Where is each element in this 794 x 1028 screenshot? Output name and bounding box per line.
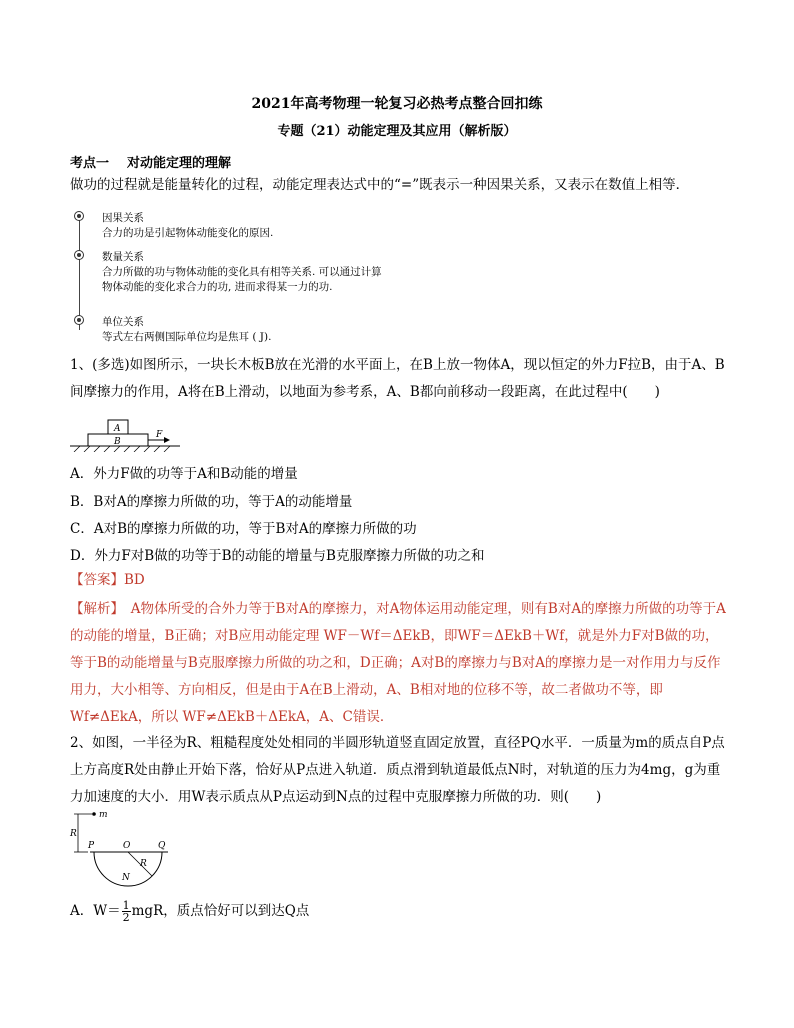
- section-heading: [70, 152, 231, 171]
- question-2-stem: 2、如图，一半径为R、粗糙程度处处相同的半圆形轨道竖直固定放置，直径PQ水平．一质量为m的质点自P点上方高度R处由静止开始下落，恰好从P点进入轨道．质点滑到轨道最低点N时，对轨道的压力为4mg，g为重力加速度的大小．用W表示质点从P点运动到N点的过程中克服摩擦力所做的功．则( ): [70, 735, 725, 805]
- bullet-icon: [74, 315, 84, 325]
- page-title: 2021年高考物理一轮复习必热考点整合回扣练: [251, 96, 543, 112]
- label-m: m: [99, 810, 108, 820]
- label-p: P: [88, 841, 95, 851]
- fraction-one-half: [122, 900, 131, 923]
- arrow-head-icon: [164, 437, 170, 443]
- block-diagram: [70, 412, 180, 452]
- intro-paragraph: 做功的过程就是能量转化的过程，动能定理表达式中的“=”既表示一种因果关系，又表示在数值上相等．: [70, 177, 690, 193]
- bullet-icon: [74, 211, 84, 221]
- q2-option-a-suffix: mgR，质点恰好可以到达Q点: [131, 903, 310, 919]
- mindmap-connector: [79, 216, 80, 330]
- label-f: F: [156, 430, 163, 440]
- q1-option-d: D．外力F对B做的功等于B的动能的增量与B克服摩擦力所做的功之和: [70, 548, 485, 564]
- label-height-r: R: [70, 829, 77, 839]
- ground-hatch: [74, 446, 170, 452]
- mindmap-text: 合力所做的功与物体动能的变化具有相等关系. 可以通过计算物体动能的变化求合力的功, 进而求得某一力的功.: [102, 266, 382, 293]
- fraction-numerator: 1: [122, 899, 130, 912]
- mass-point: [92, 812, 96, 816]
- label-a: A: [114, 424, 121, 434]
- mindmap-text: 合力的功是引起物体动能变化的原因.: [102, 227, 274, 239]
- q2-option-a: [70, 900, 309, 923]
- q1-analysis: 【解析】 A物体所受的合外力等于B对A的摩擦力，对A物体运用动能定理，则有B对A的摩擦力所做的功等于A的动能的增量，B正确；对B应用动能定理 WF－Wf＝ΔEkB，即WF＝ΔEkB＋Wf，就是外力F对B做的功，等于B的动能增量与B克服摩擦力所做的功之和，D正确；A对B的摩擦力与B对A的摩擦力是一对作用力与反作用力，大小相等、方向相反，但是由于A在B上滑动，A、B相对地的位移不等，故二者做功不等，即 Wf≠ΔEkA，所以 WF≠ΔEkB＋ΔEkA，A、C错误．: [70, 601, 726, 725]
- q1-option-b: B．B对A的摩擦力所做的功，等于A的动能增量: [70, 494, 353, 510]
- q1-option-c: C．A对B的摩擦力所做的功，等于B对A的摩擦力所做的功: [70, 521, 417, 537]
- mindmap-title: 单位关系: [102, 316, 144, 328]
- label-b: B: [114, 437, 121, 447]
- mindmap-title: 因果关系: [102, 212, 144, 224]
- label-o: O: [123, 841, 131, 851]
- fraction-denominator: 2: [122, 911, 130, 924]
- mindmap-text: 等式左右两侧国际单位均是焦耳 ( J).: [102, 331, 272, 343]
- q1-option-a: A．外力F做的功等于A和B动能的增量: [70, 466, 298, 482]
- page-subtitle: 专题（21）动能定理及其应用（解析版）: [277, 124, 517, 139]
- semicircle-track-diagram: [68, 808, 178, 888]
- q1-answer: 【答案】BD: [70, 572, 145, 588]
- label-n: N: [122, 873, 130, 883]
- bullet-icon: [74, 250, 84, 260]
- label-q: Q: [158, 841, 166, 851]
- section-label: 考点一: [70, 156, 110, 171]
- question-1-stem: 1、(多选)如图所示，一块长木板B放在光滑的水平面上，在B上放一物体A，现以恒定的外力F拉B，由于A、B间摩擦力的作用，A将在B上滑动，以地面为参考系，A、B都向前移动一段距离，在此过程中( ): [70, 357, 725, 400]
- label-radius-r: R: [140, 859, 147, 869]
- mindmap-title: 数量关系: [102, 251, 144, 263]
- q2-option-a-prefix: A．W＝: [70, 903, 121, 919]
- section-name: 对动能定理的理解: [127, 156, 232, 171]
- mindmap-diagram: [74, 208, 394, 348]
